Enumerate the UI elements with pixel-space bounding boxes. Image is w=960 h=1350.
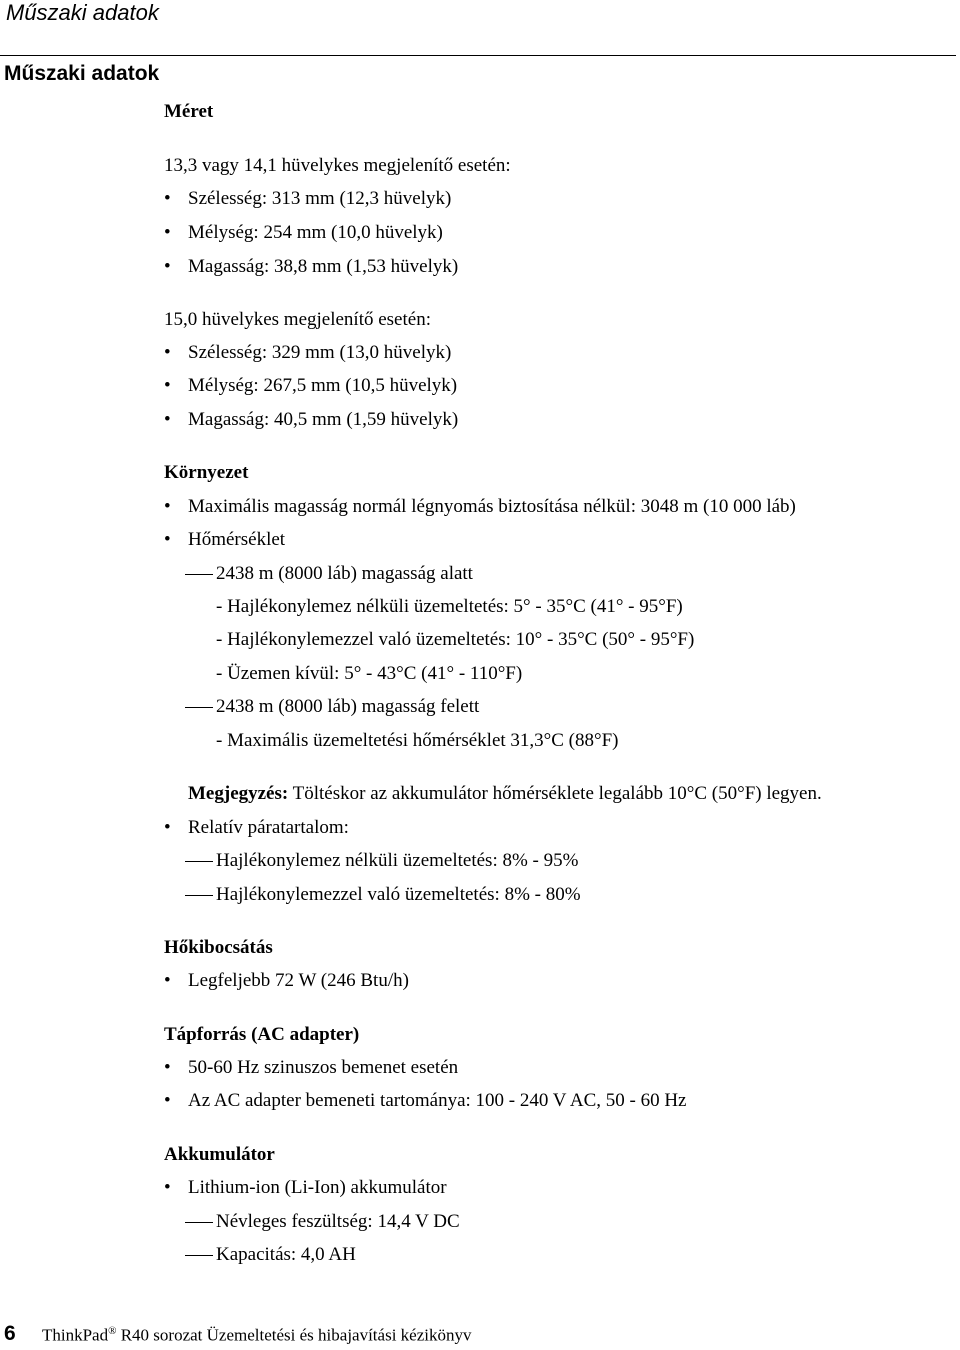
sub-sub-item: - Maximális üzemeltetési hőmérséklet 31,3°C (88°F) [216,730,619,751]
sub-item: Hajlékonylemez nélküli üzemeltetés: 8% - 95% [216,850,579,871]
dash-marker [185,1222,213,1223]
dash-marker [185,574,213,575]
list-item-altitude: Maximális magasság normál légnyomás biztosítása nélkül: 3048 m (10 000 láb) [188,496,796,517]
display-b-intro: 15,0 hüvelykes megjelenítő esetén: [164,309,431,330]
sub-item: Hajlékonylemezzel való üzemeltetés: 8% - 80% [216,884,581,905]
bullet-icon: • [164,817,171,838]
heading-meret: Méret [164,101,214,122]
bullet-icon: • [164,970,171,991]
dash-marker [185,707,213,708]
heading-tapforras: Tápforrás (AC adapter) [164,1024,360,1045]
list-item: Lithium-ion (Li-Ion) akkumulátor [188,1177,447,1198]
note [188,783,822,805]
list-item: Szélesség: 313 mm (12,3 hüvelyk) [188,188,452,209]
sub-item: Kapacitás: 4,0 AH [216,1244,356,1265]
note-text: Töltéskor az akkumulátor hőmérséklete legalább 10°C (50°F) legyen. [292,783,822,804]
list-item: Magasság: 38,8 mm (1,53 hüvelyk) [188,256,459,277]
heading-hokibocsatas: Hőkibocsátás [164,937,273,958]
header-rule [0,55,956,56]
list-item: Magasság: 40,5 mm (1,59 hüvelyk) [188,409,459,430]
note-label: Megjegyzés: [188,783,289,804]
footer-title-rest: R40 sorozat Üzemeltetési és hibajavítási kézikönyv [116,1325,472,1345]
registered-mark: ® [108,1325,117,1337]
sub-item-below: 2438 m (8000 láb) magasság alatt [216,563,473,584]
list-item: Legfeljebb 72 W (246 Btu/h) [188,970,409,991]
list-item: Mélység: 254 mm (10,0 hüvelyk) [188,222,443,243]
running-header: Műszaki adatok [6,0,159,25]
display-a-intro: 13,3 vagy 14,1 hüvelykes megjelenítő esetén: [164,155,511,176]
heading-kornyezet: Környezet [164,462,249,483]
sub-item-above: 2438 m (8000 láb) magasság felett [216,696,480,717]
dash-marker [185,895,213,896]
bullet-icon: • [164,222,171,243]
list-item-temperature: Hőmérséklet [188,529,286,550]
list-item: Az AC adapter bemeneti tartománya: 100 - 240 V AC, 50 - 60 Hz [188,1090,687,1111]
footer-title [42,1325,471,1346]
bullet-icon: • [164,342,171,363]
list-item: 50-60 Hz szinuszos bemenet esetén [188,1057,459,1078]
footer-brand: ThinkPad [42,1325,109,1345]
bullet-icon: • [164,1177,171,1198]
heading-akkumulator: Akkumulátor [164,1144,275,1165]
section-title: Műszaki adatok [4,62,160,85]
sub-sub-item: - Hajlékonylemez nélküli üzemeltetés: 5° - 35°C (41° - 95°F) [216,596,683,617]
list-item: Szélesség: 329 mm (13,0 hüvelyk) [188,342,452,363]
bullet-icon: • [164,409,171,430]
sub-item: Névleges feszültség: 14,4 V DC [216,1211,460,1232]
bullet-icon: • [164,1057,171,1078]
sub-sub-item: - Üzemen kívül: 5° - 43°C (41° - 110°F) [216,663,523,684]
bullet-icon: • [164,529,171,550]
sub-sub-item: - Hajlékonylemezzel való üzemeltetés: 10° - 35°C (50° - 95°F) [216,629,695,650]
dash-marker [185,1255,213,1256]
bullet-icon: • [164,188,171,209]
bullet-icon: • [164,1090,171,1111]
bullet-icon: • [164,256,171,277]
bullet-icon: • [164,375,171,396]
list-item: Mélység: 267,5 mm (10,5 hüvelyk) [188,375,458,396]
page-number: 6 [4,1322,16,1345]
dash-marker [185,861,213,862]
bullet-icon: • [164,496,171,517]
list-item-humidity: Relatív páratartalom: [188,817,349,838]
